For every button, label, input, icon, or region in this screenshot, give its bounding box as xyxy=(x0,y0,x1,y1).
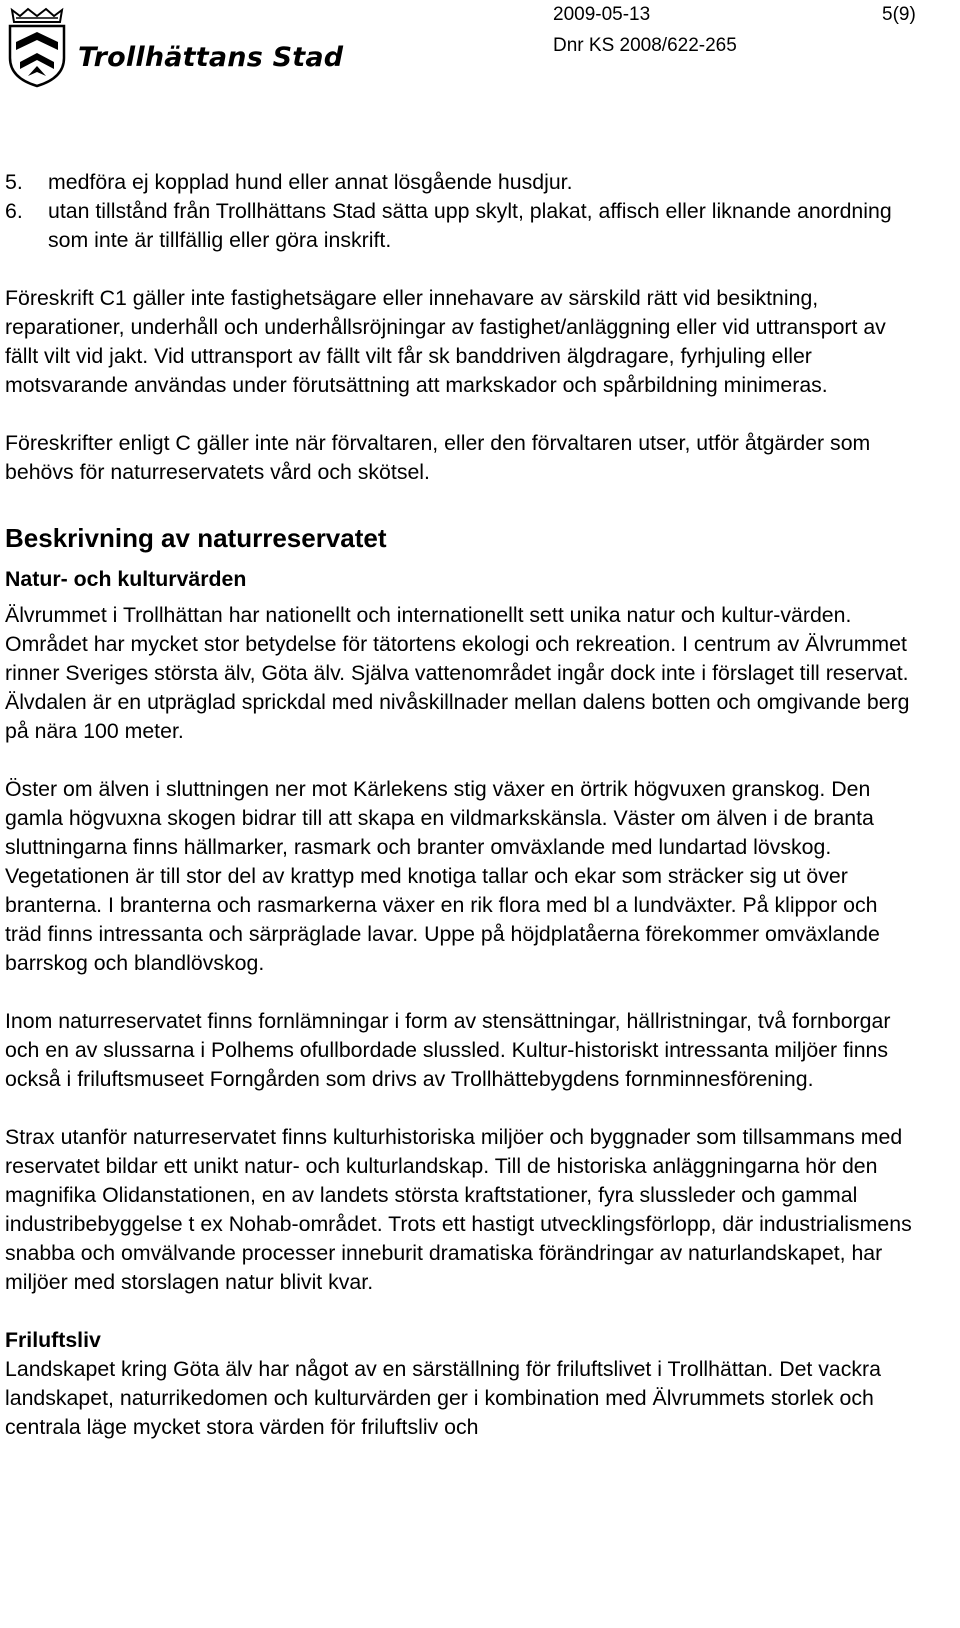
registration-number: Dnr KS 2008/622-265 xyxy=(553,35,737,56)
paragraph: Älvrummet i Trollhättan har nationellt och internationellt sett unika natur och kultur-värden. Området har mycket stor betydelse för tätortens ekologi och rekreation. I centrum av Älvrummet rinner Sveriges största älv, Göta älv. Själva vattenområdet ingår dock inte i förslaget till reservat. Älvdalen är en utpräglad sprickdal med nivåskillnader mellan dalens botten och omgivande berg på nära 100 meter. xyxy=(5,603,910,743)
list-item-number: 5. xyxy=(5,170,23,194)
document-body xyxy=(5,168,920,1442)
list-item-text: utan tillstånd från Trollhättans Stad sätta upp skylt, plakat, affisch eller liknande anordning som inte är tillfällig eller göra inskrift. xyxy=(48,199,892,252)
regulation-list xyxy=(5,168,920,255)
page-header xyxy=(0,0,960,100)
paragraph: Föreskrifter enligt C gäller inte när förvaltaren, eller den förvaltaren utser, utför åtgärder som behövs för naturreservatets vård och skötsel. xyxy=(5,431,871,484)
list-item-text: medföra ej kopplad hund eller annat lösgående husdjur. xyxy=(48,170,573,194)
section-heading: Beskrivning av naturreservatet xyxy=(5,523,387,553)
paragraph: Landskapet kring Göta älv har något av en särställning för friluftslivet i Trollhättan. Det vackra landskapet, naturrikedomen och kulturvärden ger i kombination med Älvrummets storlek och centrala läge mycket stora värden för friluftsliv och xyxy=(5,1357,881,1439)
page-number: 5(9) xyxy=(882,4,916,25)
paragraph: Föreskrift C1 gäller inte fastighetsägare eller innehavare av särskild rätt vid besiktning, reparationer, underhåll och underhållsröjningar av fastighet/anläggning eller vid uttransport av fällt vilt vid jakt. Vid uttransport av fällt vilt får sk banddriven älgdragare, fyrhjuling eller motsvarande användas under förutsättning att markskador och spårbildning minimeras. xyxy=(5,286,886,397)
subsection-heading: Friluftsliv xyxy=(5,1328,101,1352)
list-item-number: 6. xyxy=(5,199,23,223)
organization-name: Trollhättans Stad xyxy=(78,42,344,73)
paragraph: Öster om älven i sluttningen ner mot Kärlekens stig växer en örtrik högvuxen granskog. Den gamla högvuxna skogen bidrar till att skapa en vildmarkskänsla. Väster om älven i de branta sluttningarna finns hällmarker, rasmark och branter omväxlande med lundartad lövskog. Vegetationen är till stor del av krattyp med knotiga tallar och ekar som sträcker sig ut över branterna. I branterna och rasmarkerna växer en rik flora med bl a lundväxter. På klippor och träd finns intressanta och särpräglade lavar. Uppe på höjdplatåerna förekommer omväxlande barrskog och blandlövskog. xyxy=(5,777,880,975)
municipal-crest-icon xyxy=(6,6,68,88)
document-date: 2009-05-13 xyxy=(553,4,651,25)
paragraph: Strax utanför naturreservatet finns kulturhistoriska miljöer och byggnader som tillsammans med reservatet bildar ett unikt natur- och kulturlandskap. Till de historiska anläggningarna hör den magnifika Olidanstationen, en av landets största kraftstationer, fyra slussleder och gammal industribebyggelse t ex Nohab-området. Trots ett hastigt utvecklingsförlopp, där industrialismens snabba och omvälvande processer inneburit dramatiska förändringar av naturlandskapet, har miljöer med storslagen natur blivit kvar. xyxy=(5,1125,912,1294)
list-item xyxy=(5,197,920,255)
list-item xyxy=(5,168,920,197)
paragraph: Inom naturreservatet finns fornlämningar i form av stensättningar, hällristningar, två fornborgar och en av slussarna i Polhems ofullbordade slussled. Kultur-historiskt intressanta miljöer finns också i friluftsmuseet Forngården som drivs av Trollhättebygdens fornminnesförening. xyxy=(5,1009,891,1091)
subsection-heading: Natur- och kulturvärden xyxy=(5,567,247,591)
